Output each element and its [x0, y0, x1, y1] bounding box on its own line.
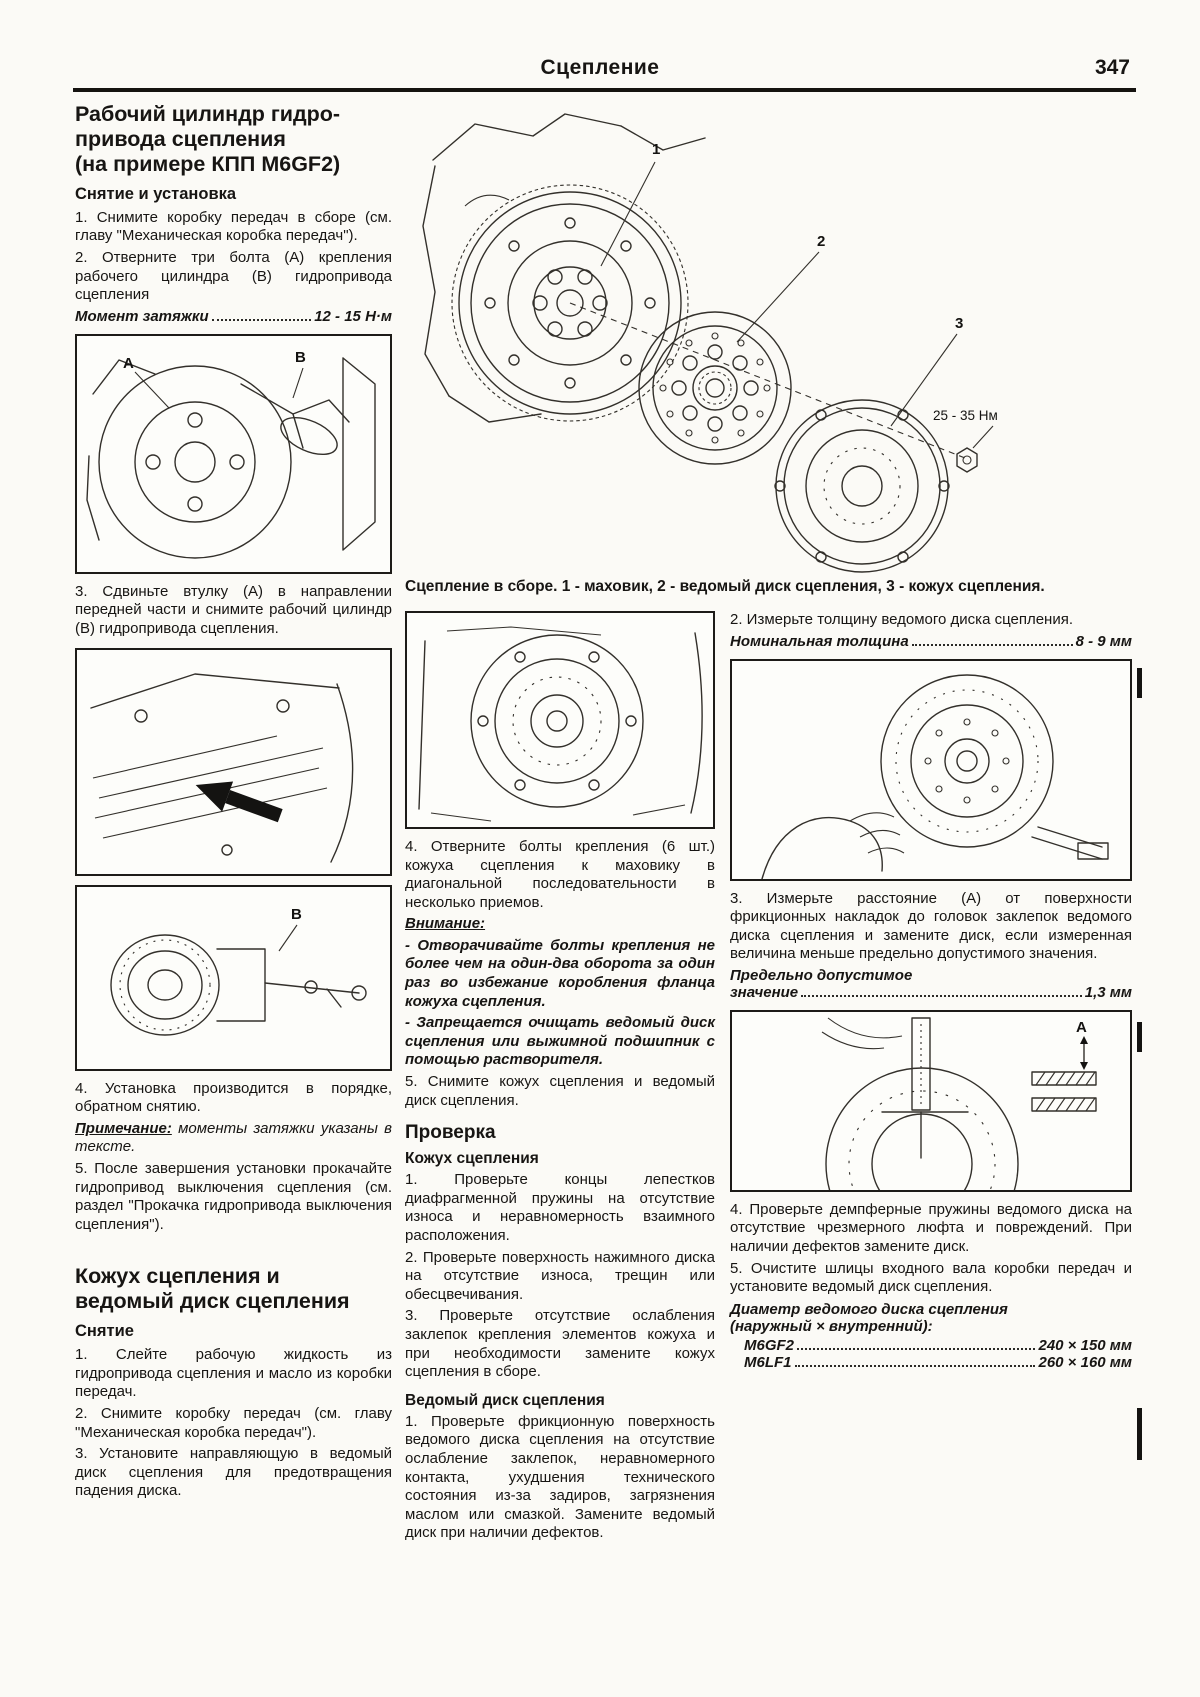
label-a: A — [1076, 1018, 1087, 1036]
figure-rivet-depth — [730, 1010, 1132, 1192]
figure-cover-installed — [405, 611, 715, 829]
spec-label-line: Предельно допустимое — [730, 966, 913, 984]
right-column — [730, 607, 1132, 1546]
torque-callout: 25 - 35 Нм — [933, 408, 998, 423]
step-paragraph: 2. Снимите коробку передач (см. главу "Механическая коробка передач"). — [75, 1404, 392, 1441]
page-number: 347 — [1094, 56, 1130, 79]
step-paragraph: 1. Слейте рабочую жидкость из гидропривода сцепления и масло из коробки передач. — [75, 1346, 392, 1401]
spec-diameter-row — [730, 1337, 1132, 1354]
note-text: моменты затяжки указаны в тексте. — [75, 1119, 392, 1156]
callout-3: 3 — [955, 315, 964, 332]
step-paragraph: 5. Снимите кожух сцепления и ведомый диск сцепления. — [405, 1073, 715, 1109]
callout-1: 1 — [652, 141, 661, 158]
dot-leader — [801, 995, 1082, 997]
section-title-line: привода сцепления — [75, 126, 286, 151]
callout-2: 2 — [817, 233, 826, 250]
rivet-depth-drawing — [732, 1012, 1130, 1190]
section-title-working-cylinder — [75, 102, 392, 177]
spec-limit-row — [730, 984, 1132, 1001]
spec-label: M6LF1 — [744, 1353, 792, 1371]
step-paragraph: 5. Очистите шлицы входного вала коробки передач и установите ведомый диск сцепления. — [730, 1259, 1132, 1296]
section-title-line: Кожух сцепления и — [75, 1264, 280, 1289]
spec-value: 260 × 160 мм — [1038, 1353, 1132, 1371]
label-b: B — [291, 905, 302, 923]
dot-leader — [212, 319, 312, 321]
spec-label-line: (наружный × внутренний): — [730, 1317, 933, 1335]
spec-label: Момент затяжки — [75, 307, 209, 325]
spec-label: Номинальная толщина — [730, 632, 909, 650]
step-paragraph: 2. Проверьте поверхность нажимного диска на отсутствие износа, трещин или обесцвечивания. — [405, 1248, 715, 1303]
change-bar — [1137, 1408, 1142, 1460]
spec-diameter-row — [730, 1354, 1132, 1371]
spec-diameter-block — [730, 1301, 1132, 1371]
figure-slide-sleeve — [75, 648, 392, 876]
release-cylinder-drawing — [77, 336, 390, 572]
spec-label: M6GF2 — [744, 1336, 795, 1354]
figure-slave-cylinder — [75, 885, 392, 1071]
spec-limit-block — [730, 967, 1132, 1001]
step-paragraph: 1. Снимите коробку передач в сборе (см. главу "Механическая коробка передач"). — [75, 208, 392, 245]
step-paragraph: 3. Установите направляющую в ведомый диск сцепления для предотвращения падения диска. — [75, 1445, 392, 1500]
change-bar — [1137, 1022, 1142, 1052]
header-rule — [73, 88, 1136, 92]
label-b: B — [295, 348, 306, 366]
right-area — [405, 96, 1132, 1546]
section-title-cover-disc — [75, 1264, 392, 1314]
subsection-driven-disc: Ведомый диск сцепления — [405, 1391, 605, 1409]
spec-value: 1,3 мм — [1084, 983, 1132, 1001]
dot-leader — [795, 1365, 1036, 1367]
figure-release-cylinder-location — [75, 334, 392, 574]
section-title-line: ведомый диск сцепления — [75, 1289, 350, 1314]
section-title-line: (на примере КПП M6GF2) — [75, 151, 341, 176]
warning-paragraph: - Запрещается очищать ведомый диск сцепления или выжимной подшипник с помощью растворителя. — [405, 1014, 715, 1069]
section-title-line: Рабочий цилиндр гидро- — [75, 102, 341, 126]
subsection-cover: Кожух сцепления — [405, 1150, 539, 1168]
subsection-removal: Снятие — [75, 1322, 134, 1341]
spec-label: значение — [730, 983, 799, 1001]
step-paragraph: 3. Измерьте расстояние (А) от поверхности фрикционных накладок до головок заклепок ведомого диска сцепления и замените диск, если измеренная величина меньше предельно допустимого значения. — [730, 889, 1132, 963]
main-figure-caption: Сцепление в сборе. 1 - маховик, 2 - ведомый диск сцепления, 3 - кожух сцепления. — [405, 578, 1045, 595]
slave-cylinder-drawing — [77, 887, 390, 1069]
spec-value: 12 - 15 Н·м — [314, 307, 392, 325]
spec-value: 240 × 150 мм — [1038, 1336, 1132, 1354]
clutch-exploded-drawing — [405, 96, 1132, 574]
label-a: A — [123, 354, 134, 372]
step-paragraph: 5. После завершения установки прокачайте гидропривод выключения сцепления (см. раздел "Прокачка гидропривода выключения сцепления"). — [75, 1159, 392, 1233]
figure-clutch-exploded — [405, 96, 1132, 574]
step-paragraph: 3. Проверьте отсутствие ослабления заклепок крепления элементов кожуха и при необходимости замените кожух сцепления в сборе. — [405, 1307, 715, 1381]
step-paragraph: 1. Проверьте фрикционную поверхность ведомого диска сцепления на отсутствие ослабление заклепок, неравномерного контакта, ухудшения технического состояния из-за задиров, загрязнения маслом или смазкой. Замените ведомый диск при наличии дефектов. — [405, 1412, 715, 1542]
step-paragraph: 4. Отверните болты крепления (6 шт.) кожуха сцепления к маховику в диагональной последовательности в несколько приемов. — [405, 837, 715, 911]
subsection-removal-install: Снятие и установка — [75, 184, 237, 203]
step-paragraph: 2. Отверните три болта (А) крепления рабочего цилиндра (В) гидропривода сцепления — [75, 249, 392, 304]
spec-torque — [75, 308, 392, 325]
dot-leader — [912, 644, 1073, 646]
warning-paragraph: - Отворачивайте болты крепления не более чем на один-два оборота за один раз во избежание коробления фланца кожуха сцепления. — [405, 936, 715, 1010]
note-label: Примечание: — [75, 1119, 172, 1137]
figure-disc-thickness — [730, 659, 1132, 881]
dot-leader — [797, 1348, 1035, 1350]
change-bar — [1137, 668, 1142, 698]
warning-label-paragraph — [405, 915, 715, 934]
section-title-inspection: Проверка — [405, 1122, 496, 1144]
step-paragraph: 3. Сдвиньте втулку (А) в направлении передней части и снимите рабочий цилиндр (В) гидропривода сцепления. — [75, 582, 392, 637]
step-paragraph: 2. Измерьте толщину ведомого диска сцепления. — [730, 610, 1074, 628]
disc-thickness-drawing — [732, 661, 1130, 879]
warning-label: Внимание: — [405, 915, 486, 933]
step-paragraph: 4. Проверьте демпферные пружины ведомого диска на отсутствие чрезмерного люфта и повреждений. При наличии дефектов замените диск. — [730, 1200, 1132, 1256]
cover-installed-drawing — [407, 613, 713, 827]
note-paragraph — [75, 1120, 392, 1157]
spec-label-line: Диаметр ведомого диска сцепления — [730, 1300, 1008, 1318]
slide-sleeve-drawing — [77, 650, 390, 874]
step-paragraph: 4. Установка производится в порядке, обратном снятию. — [75, 1079, 392, 1116]
left-column — [75, 102, 392, 1504]
spec-nominal-thickness — [730, 633, 1132, 650]
step-paragraph: 1. Проверьте концы лепестков диафрагменной пружины на отсутствие износа и неравномерность взаимного расположения. — [405, 1171, 715, 1244]
spec-value: 8 - 9 мм — [1075, 632, 1132, 650]
chapter-title: Сцепление — [540, 56, 660, 79]
middle-column — [405, 607, 715, 1546]
lower-columns — [405, 607, 1132, 1546]
